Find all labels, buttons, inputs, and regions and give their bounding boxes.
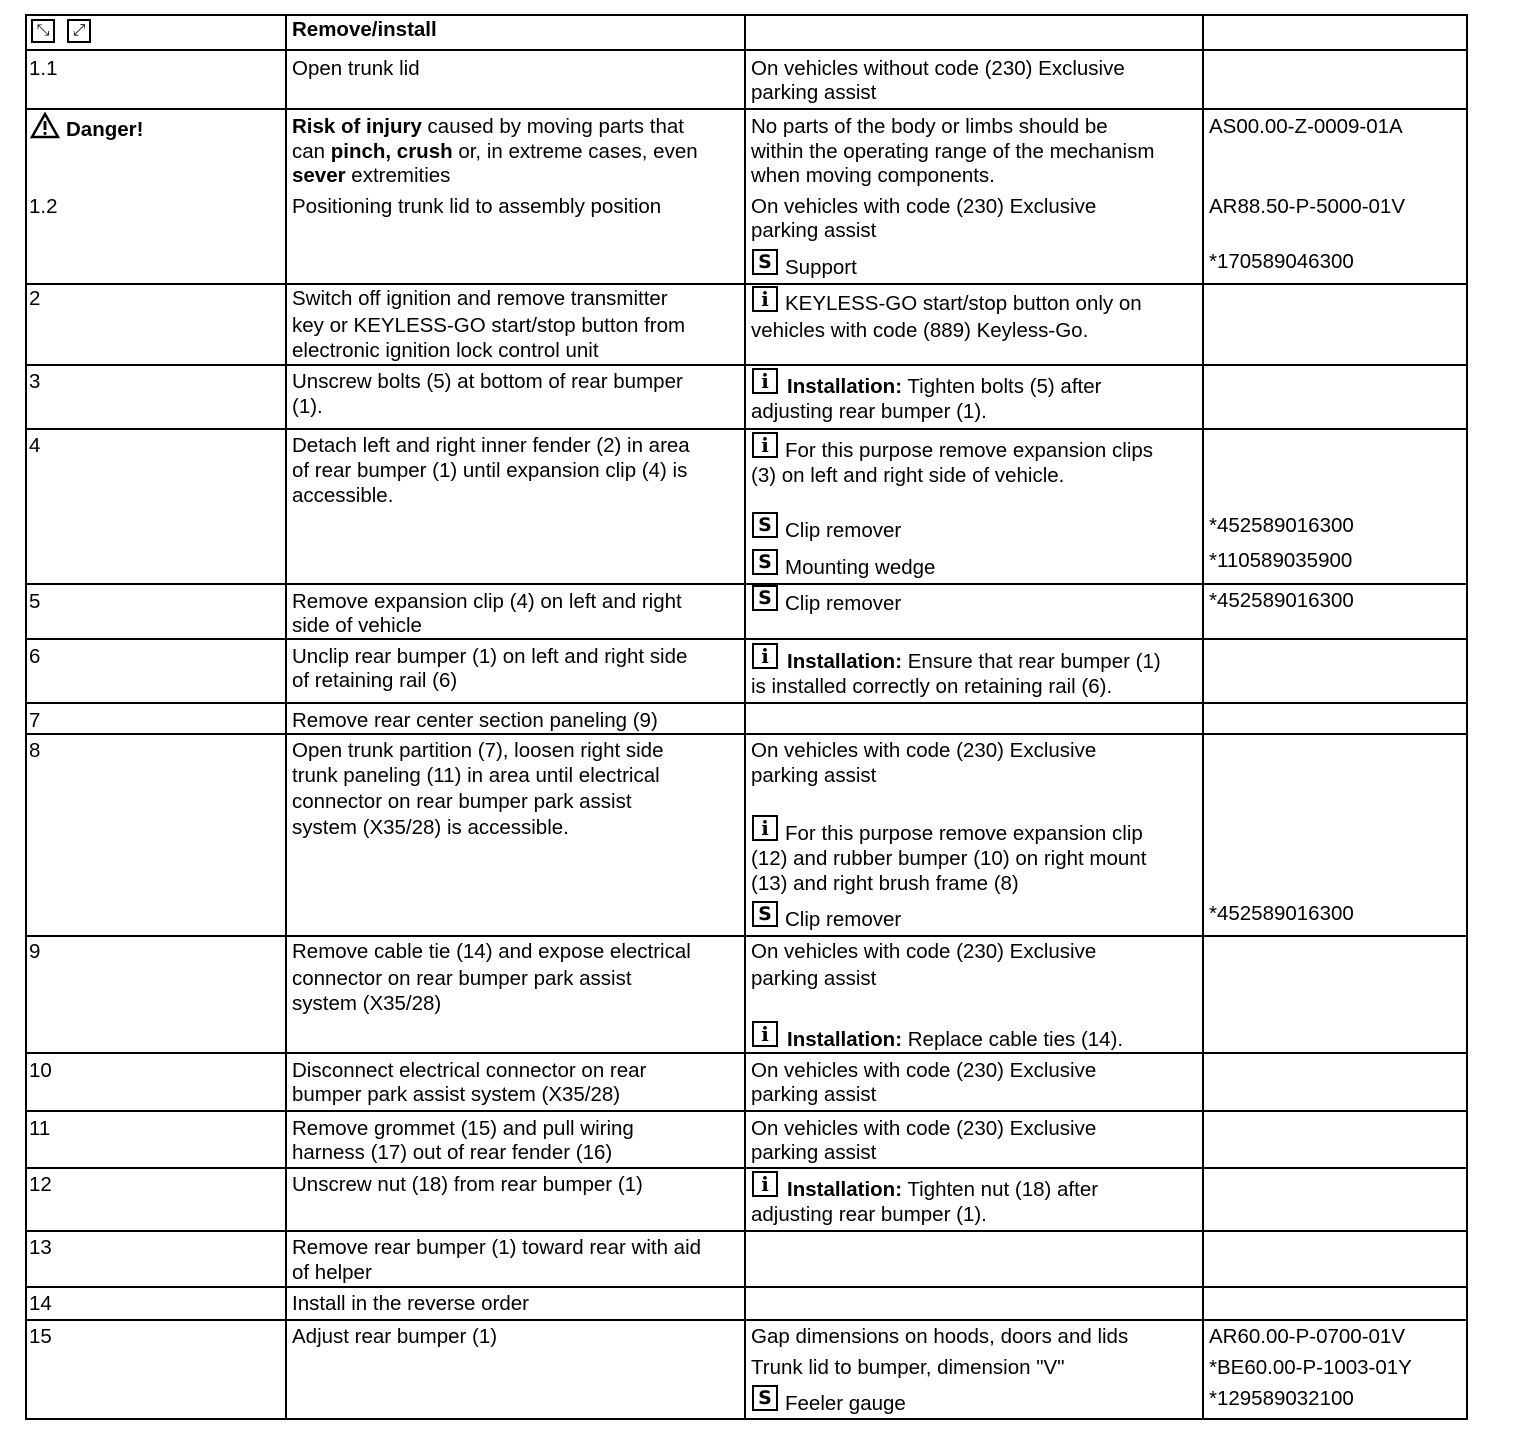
step-text: (1). xyxy=(292,395,323,418)
special-tool-icon: S xyxy=(752,1385,778,1411)
note-line: On vehicles with code (230) Exclusive xyxy=(751,940,1097,963)
step-text: trunk paneling (11) in area until electrical xyxy=(292,764,660,787)
danger-text: Risk of injury caused by moving parts that xyxy=(292,115,684,138)
step-text: of retaining rail (6) xyxy=(292,669,458,692)
info-icon: i xyxy=(752,643,778,669)
tool-name: Clip remover xyxy=(785,592,902,615)
step-text: harness (17) out of rear fender (16) xyxy=(292,1141,613,1164)
step-text: Adjust rear bumper (1) xyxy=(292,1325,498,1348)
tool-number[interactable]: *110589035900 xyxy=(1209,549,1353,572)
step-number: 1.2 xyxy=(29,195,58,218)
procedure-table xyxy=(25,14,1468,1420)
note-line: On vehicles with code (230) Exclusive xyxy=(751,739,1097,762)
step-text: Disconnect electrical connector on rear xyxy=(292,1059,647,1082)
tool-name: Support xyxy=(785,256,857,279)
note-line: adjusting rear bumper (1). xyxy=(751,400,987,423)
col-divider xyxy=(1202,14,1204,1420)
step-text: Remove rear center section paneling (9) xyxy=(292,709,658,732)
step-number: 2 xyxy=(29,287,41,310)
special-tool-icon: S xyxy=(752,901,778,927)
step-number: 1.1 xyxy=(29,57,58,80)
step-text: Remove rear bumper (1) toward rear with aid xyxy=(292,1236,702,1259)
col-divider xyxy=(744,14,746,1420)
step-text: electronic ignition lock control unit xyxy=(292,339,599,362)
step-text: side of vehicle xyxy=(292,614,422,637)
row-divider xyxy=(25,283,1468,285)
step-number: 10 xyxy=(29,1059,52,1082)
tool-number[interactable]: *452589016300 xyxy=(1209,589,1354,612)
step-text: Remove expansion clip (4) on left and right xyxy=(292,590,682,613)
danger-text: sever extremities xyxy=(292,164,451,187)
note-line: Installation: Tighten nut (18) after xyxy=(787,1178,1099,1201)
step-text: of rear bumper (1) until expansion clip (4) is xyxy=(292,459,688,482)
reference-link[interactable]: AS00.00-Z-0009-01A xyxy=(1209,115,1403,138)
step-text: Switch off ignition and remove transmitter xyxy=(292,287,668,310)
step-number: 14 xyxy=(29,1292,52,1315)
row-divider xyxy=(25,702,1468,704)
step-text: of helper xyxy=(292,1261,372,1284)
special-tool-icon: S xyxy=(752,549,778,575)
step-text: Unscrew bolts (5) at bottom of rear bumper xyxy=(292,370,683,393)
note-line: KEYLESS-GO start/stop button only on xyxy=(785,292,1142,315)
step-text: Unscrew nut (18) from rear bumper (1) xyxy=(292,1173,643,1196)
info-icon: i xyxy=(752,1021,778,1047)
step-text: Open trunk lid xyxy=(292,57,420,80)
row-divider xyxy=(25,49,1468,51)
step-text: key or KEYLESS-GO start/stop button from xyxy=(292,314,686,337)
row-divider xyxy=(25,733,1468,735)
col-divider xyxy=(1466,14,1468,1420)
step-number: 12 xyxy=(29,1173,52,1196)
note-line: parking assist xyxy=(751,764,877,787)
tool-name: Clip remover xyxy=(785,908,902,931)
enlarge-icon[interactable]: ⤢ xyxy=(67,19,91,43)
note-line: is installed correctly on retaining rail (6). xyxy=(751,675,1113,698)
reference-link[interactable]: *BE60.00-P-1003-01Y xyxy=(1209,1356,1412,1379)
note-line: parking assist xyxy=(751,1083,877,1106)
note-line: For this purpose remove expansion clips xyxy=(785,439,1154,462)
step-text: Open trunk partition (7), loosen right side xyxy=(292,739,664,762)
row-divider xyxy=(25,1230,1468,1232)
row-divider xyxy=(25,1052,1468,1054)
step-number: 8 xyxy=(29,739,41,762)
row-divider xyxy=(25,1110,1468,1112)
note-line: adjusting rear bumper (1). xyxy=(751,1203,987,1226)
reference-link[interactable]: AR88.50-P-5000-01V xyxy=(1209,195,1406,218)
note-line: parking assist xyxy=(751,219,877,242)
note-line: (3) on left and right side of vehicle. xyxy=(751,464,1065,487)
row-divider xyxy=(25,428,1468,430)
step-text: connector on rear bumper park assist xyxy=(292,967,632,990)
note-line: (12) and rubber bumper (10) on right mount xyxy=(751,847,1147,870)
reference-link[interactable]: AR60.00-P-0700-01V xyxy=(1209,1325,1406,1348)
step-text: connector on rear bumper park assist xyxy=(292,790,632,813)
row-divider xyxy=(25,935,1468,937)
note-line: within the operating range of the mechanism xyxy=(751,140,1155,163)
tool-number[interactable]: *129589032100 xyxy=(1209,1387,1354,1410)
table-border-top xyxy=(25,14,1468,16)
special-tool-icon: S xyxy=(752,585,778,611)
step-text: Install in the reverse order xyxy=(292,1292,530,1315)
info-icon: i xyxy=(752,286,778,312)
step-text: Positioning trunk lid to assembly position xyxy=(292,195,662,218)
row-divider xyxy=(25,364,1468,366)
step-text: system (X35/28) is accessible. xyxy=(292,816,569,839)
note-line: parking assist xyxy=(751,967,877,990)
note-line: On vehicles without code (230) Exclusive xyxy=(751,57,1125,80)
tool-name: Clip remover xyxy=(785,519,902,542)
note-line: No parts of the body or limbs should be xyxy=(751,115,1108,138)
note-line: For this purpose remove expansion clip xyxy=(785,822,1143,845)
header-title: Remove/install xyxy=(292,18,437,41)
step-text: accessible. xyxy=(292,484,394,507)
step-text: Remove grommet (15) and pull wiring xyxy=(292,1117,634,1140)
col-divider xyxy=(285,14,287,1420)
step-number: 4 xyxy=(29,434,41,457)
col-divider xyxy=(25,14,27,1420)
tool-number[interactable]: *452589016300 xyxy=(1209,902,1354,925)
note-line: On vehicles with code (230) Exclusive xyxy=(751,195,1097,218)
note-line: when moving components. xyxy=(751,164,995,187)
row-divider xyxy=(25,638,1468,640)
row-divider xyxy=(25,1319,1468,1321)
info-icon: i xyxy=(752,815,778,841)
tool-name: Feeler gauge xyxy=(785,1392,906,1415)
note-line: Installation: Replace cable ties (14). xyxy=(787,1028,1124,1051)
info-icon: i xyxy=(752,432,778,458)
step-number: 5 xyxy=(29,590,41,613)
note-line: Installation: Tighten bolts (5) after xyxy=(787,375,1102,398)
step-number: 11 xyxy=(29,1117,51,1140)
step-text: Unclip rear bumper (1) on left and right side xyxy=(292,645,688,668)
note-line: (13) and right brush frame (8) xyxy=(751,872,1019,895)
table-border-bottom xyxy=(25,1418,1468,1420)
special-tool-icon: S xyxy=(752,249,778,275)
step-number: 13 xyxy=(29,1236,52,1259)
tool-name: Mounting wedge xyxy=(785,556,936,579)
tool-number[interactable]: *452589016300 xyxy=(1209,514,1354,537)
note-line: Gap dimensions on hoods, doors and lids xyxy=(751,1325,1129,1348)
note-line: On vehicles with code (230) Exclusive xyxy=(751,1117,1097,1140)
danger-label: Danger! xyxy=(66,118,144,141)
step-number: 6 xyxy=(29,645,41,668)
special-tool-icon: S xyxy=(752,512,778,538)
step-number: 7 xyxy=(29,709,41,732)
row-divider xyxy=(25,108,1468,110)
step-number: 3 xyxy=(29,370,41,393)
step-number: 9 xyxy=(29,940,41,963)
note-line: On vehicles with code (230) Exclusive xyxy=(751,1059,1097,1082)
step-text: system (X35/28) xyxy=(292,992,442,1015)
row-divider xyxy=(25,1167,1468,1169)
note-line: vehicles with code (889) Keyless-Go. xyxy=(751,319,1089,342)
step-text: Detach left and right inner fender (2) in area xyxy=(292,434,690,457)
note-line: Installation: Ensure that rear bumper (1) xyxy=(787,650,1161,673)
note-line: parking assist xyxy=(751,1141,877,1164)
step-text: bumper park assist system (X35/28) xyxy=(292,1083,621,1106)
info-icon: i xyxy=(752,1171,778,1197)
info-icon: i xyxy=(752,368,778,394)
danger-text: can pinch, crush or, in extreme cases, even xyxy=(292,140,698,163)
note-line: parking assist xyxy=(751,81,877,104)
warning-triangle-icon xyxy=(30,112,60,139)
tool-number[interactable]: *170589046300 xyxy=(1209,250,1354,273)
step-text: Remove cable tie (14) and expose electrical xyxy=(292,940,691,963)
step-number: 15 xyxy=(29,1325,52,1348)
row-divider xyxy=(25,1286,1468,1288)
reduce-icon[interactable]: ⤡ xyxy=(31,19,55,43)
note-line: Trunk lid to bumper, dimension "V" xyxy=(751,1356,1065,1379)
row-divider xyxy=(25,583,1468,585)
